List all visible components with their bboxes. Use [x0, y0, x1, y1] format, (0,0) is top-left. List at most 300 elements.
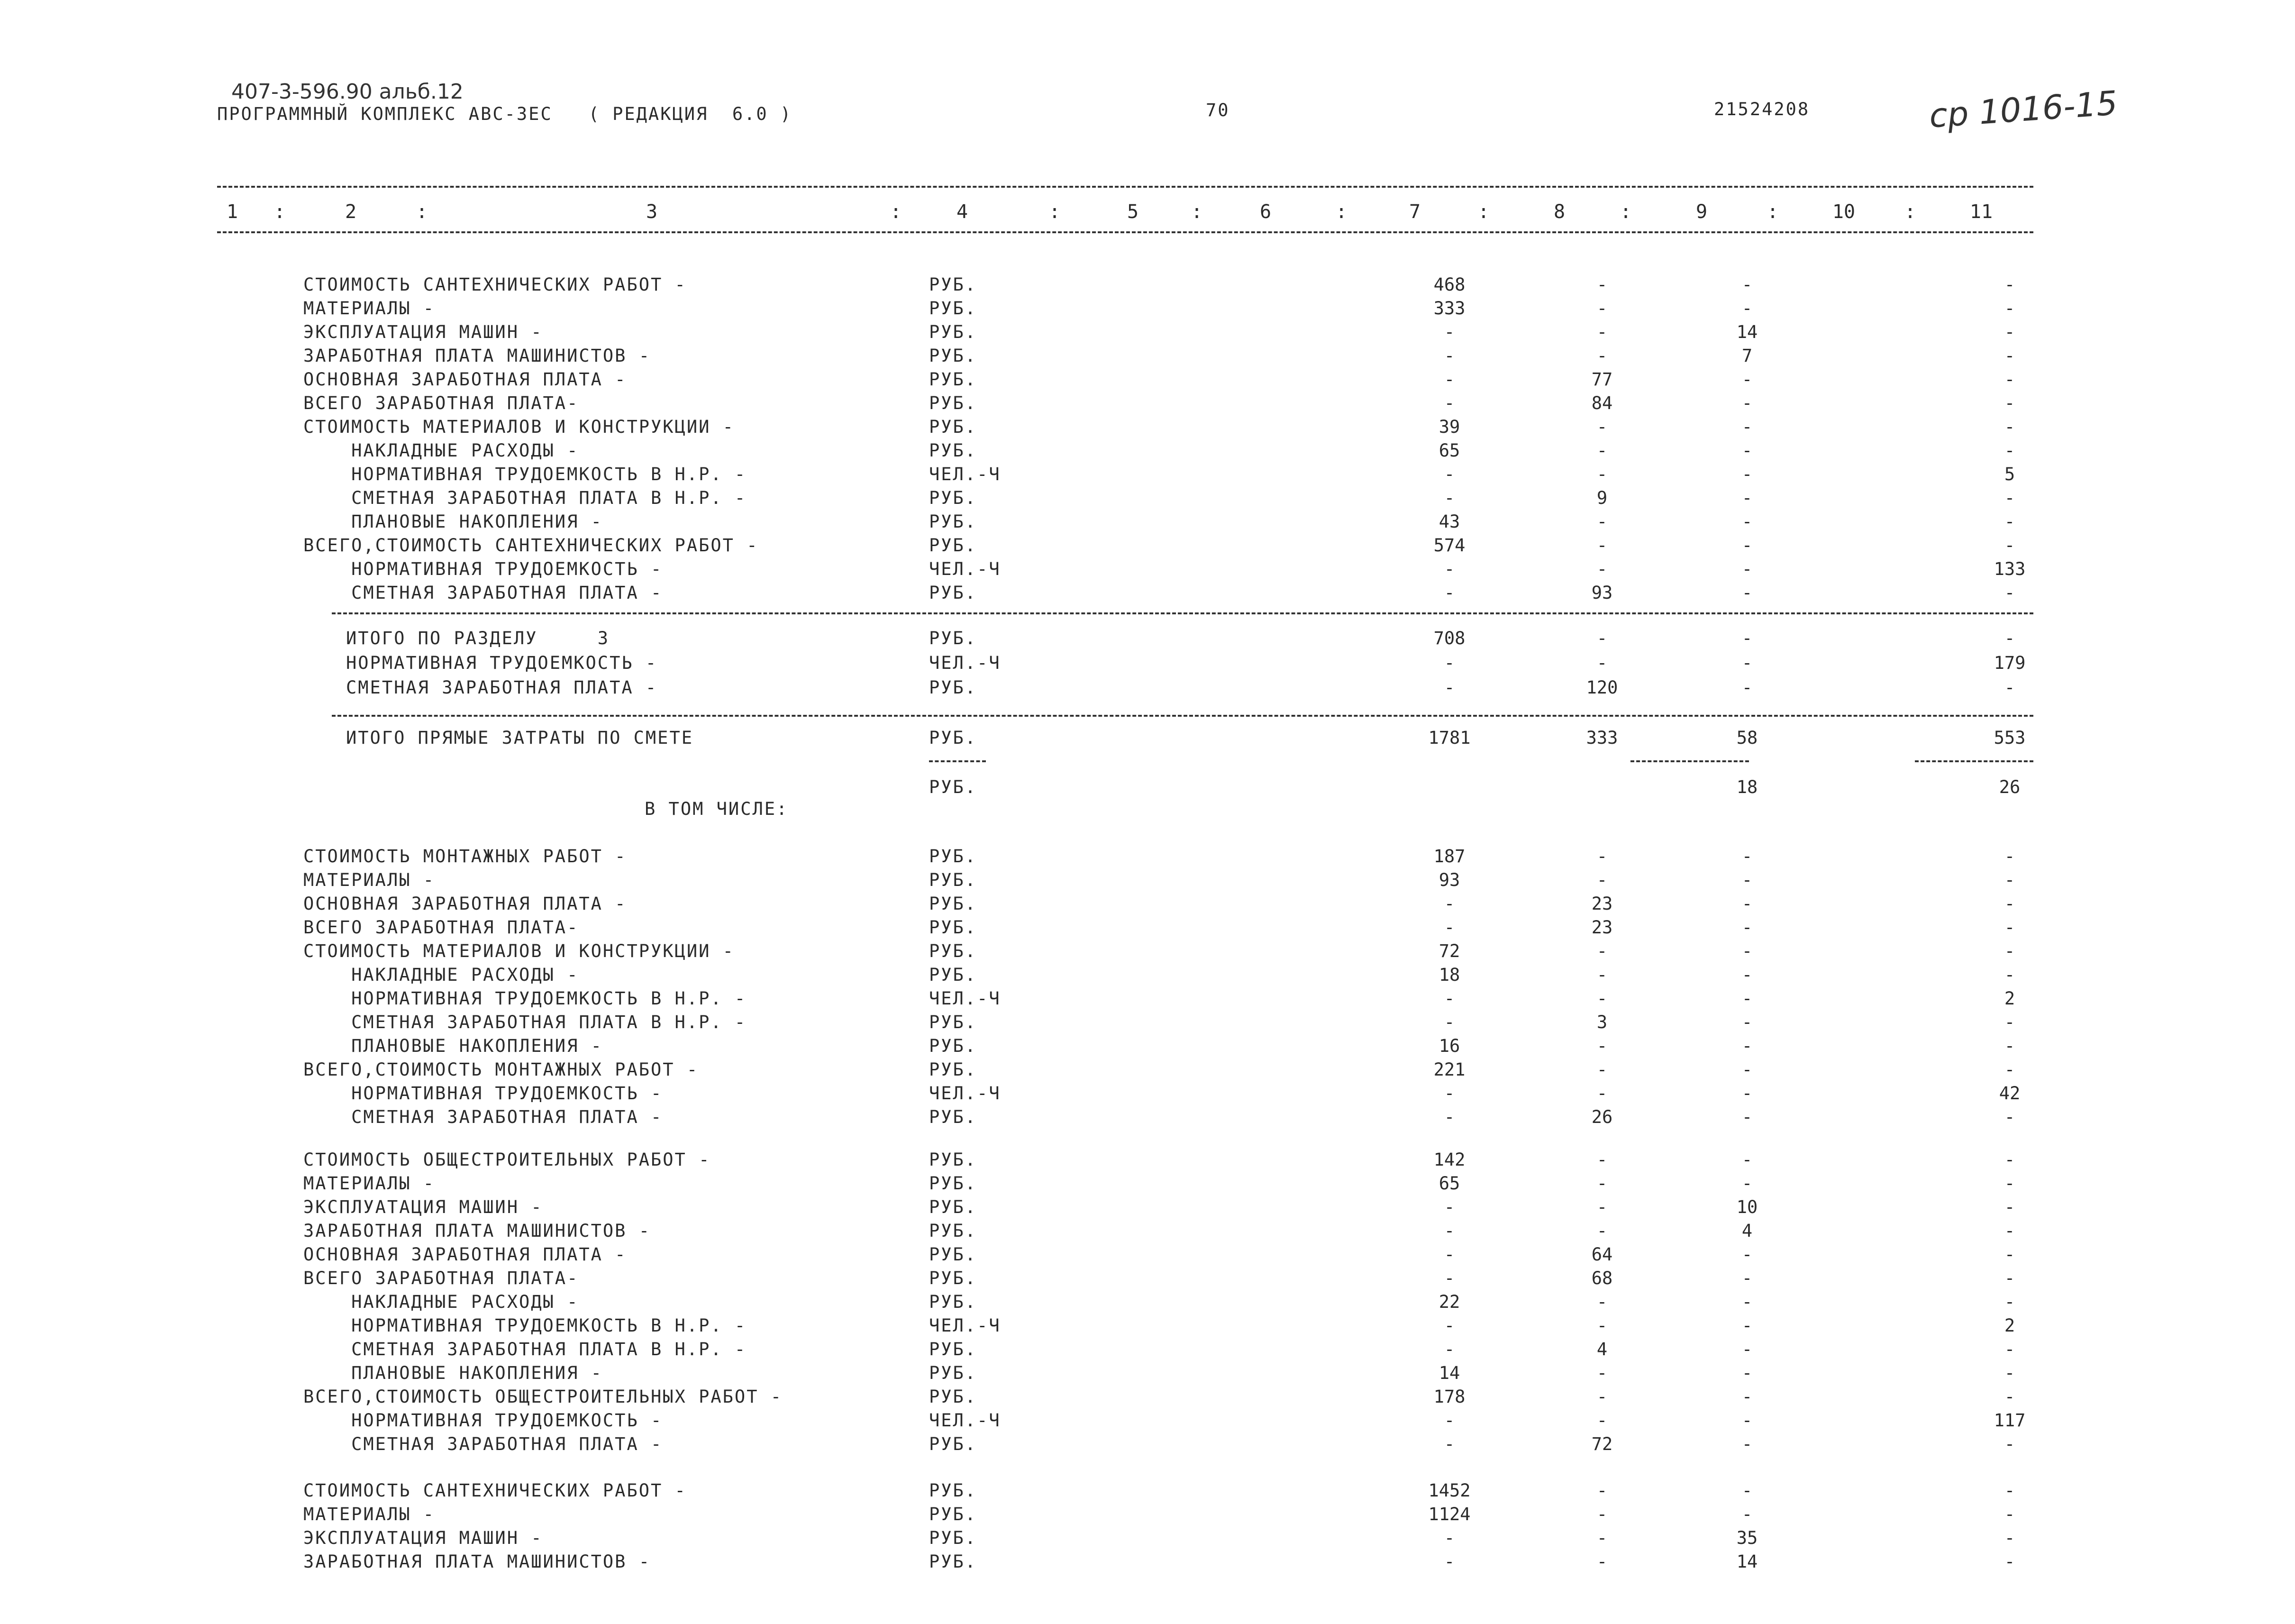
value-col7: -: [1444, 1197, 1455, 1217]
value-col8: -: [1596, 274, 1608, 295]
column-separator: :: [1767, 201, 1779, 223]
value-col9: 14: [1736, 322, 1758, 342]
row-unit: РУБ.: [929, 488, 977, 508]
value-col7: -: [1444, 346, 1455, 366]
value-col9: -: [1741, 1292, 1753, 1312]
header-rule-top: [217, 186, 2033, 188]
column-separator: :: [1477, 201, 1490, 223]
value-col8: -: [1596, 346, 1608, 366]
row-unit: РУБ.: [929, 346, 977, 366]
value-col8: 68: [1591, 1268, 1613, 1288]
value-col11: -: [2004, 1244, 2015, 1265]
value-col7: -: [1444, 1107, 1455, 1127]
value-col9: -: [1741, 941, 1753, 961]
value-col9: -: [1741, 393, 1753, 413]
value-col11: -: [2004, 628, 2015, 648]
value-col8: -: [1596, 1528, 1608, 1548]
value-col7: -: [1444, 1315, 1455, 1336]
row-unit: РУБ.: [929, 1292, 977, 1312]
value-col11: -: [2004, 1504, 2015, 1524]
value-col9: -: [1741, 1315, 1753, 1336]
value-col7: -: [1444, 653, 1455, 673]
row-label: НАКЛАДНЫЕ РАСХОДЫ -: [303, 440, 579, 461]
row-label: ВСЕГО,СТОИМОСТЬ ОБЩЕСТРОИТЕЛЬНЫХ РАБОТ -: [303, 1387, 783, 1407]
row-unit: РУБ.: [929, 1107, 977, 1127]
row-label: ПЛАНОВЫЕ НАКОПЛЕНИЯ -: [303, 511, 603, 532]
column-number: 3: [646, 201, 658, 223]
value-col8: -: [1596, 322, 1608, 342]
value-col7: -: [1444, 1012, 1455, 1032]
value-col11: -: [2004, 322, 2015, 342]
row-label: СТОИМОСТЬ САНТЕХНИЧЕСКИХ РАБОТ -: [303, 274, 687, 295]
row-label: НОРМАТИВНАЯ ТРУДОЕМКОСТЬ В Н.Р. -: [303, 464, 747, 484]
row-label: СМЕТНАЯ ЗАРАБОТНАЯ ПЛАТА -: [303, 1434, 663, 1454]
value-col9: -: [1741, 464, 1753, 484]
row-unit: ЧЕЛ.-Ч: [929, 464, 1001, 484]
value-col9: 18: [1736, 777, 1758, 797]
value-col8: -: [1596, 870, 1608, 890]
header-rule-bottom: [217, 231, 2033, 233]
value-col9: -: [1741, 1504, 1753, 1524]
value-col8: -: [1596, 1083, 1608, 1104]
value-col7: -: [1444, 1551, 1455, 1572]
value-col7: 65: [1439, 440, 1460, 461]
value-col11: -: [2004, 298, 2015, 319]
handwritten-mark: ср 1016-15: [1928, 83, 2119, 136]
row-unit: РУБ.: [929, 1197, 977, 1217]
value-col11: -: [2004, 417, 2015, 437]
row-unit: ЧЕЛ.-Ч: [929, 1315, 1001, 1336]
row-unit: ЧЕЛ.-Ч: [929, 1410, 1001, 1431]
value-col9: -: [1741, 917, 1753, 938]
value-col11: -: [2004, 274, 2015, 295]
value-col7: 187: [1433, 846, 1466, 867]
row-unit: РУБ.: [929, 393, 977, 413]
value-col11: -: [2004, 846, 2015, 867]
row-unit: РУБ.: [929, 846, 977, 867]
value-col7: -: [1444, 322, 1455, 342]
row-unit: РУБ.: [929, 777, 977, 797]
row-unit: ЧЕЛ.-Ч: [929, 559, 1001, 579]
value-col7: 43: [1439, 511, 1460, 532]
value-col11: -: [2004, 1434, 2015, 1454]
value-col11: -: [2004, 1012, 2015, 1032]
value-col7: -: [1444, 1410, 1455, 1431]
value-col9: -: [1741, 440, 1753, 461]
column-number: 11: [1969, 201, 1993, 223]
column-separator: :: [1048, 201, 1061, 223]
row-label: ЭКСПЛУАТАЦИЯ МАШИН -: [303, 1528, 543, 1548]
row-unit: РУБ.: [929, 1339, 977, 1359]
value-col8: 23: [1591, 917, 1613, 938]
value-col9: -: [1741, 417, 1753, 437]
value-col9: -: [1741, 1387, 1753, 1407]
value-col9: -: [1741, 870, 1753, 890]
value-col7: -: [1444, 1528, 1455, 1548]
value-col9: -: [1741, 1244, 1753, 1265]
row-unit: РУБ.: [929, 1173, 977, 1194]
column-number: 8: [1553, 201, 1566, 223]
row-label: СМЕТНАЯ ЗАРАБОТНАЯ ПЛАТА -: [303, 583, 663, 603]
value-col9: -: [1741, 1012, 1753, 1032]
row-unit: РУБ.: [929, 369, 977, 390]
value-col9: -: [1741, 965, 1753, 985]
value-col7: -: [1444, 1339, 1455, 1359]
value-col7: 1452: [1428, 1480, 1471, 1501]
row-unit: РУБ.: [929, 1480, 977, 1501]
value-col9: -: [1741, 274, 1753, 295]
value-col9: -: [1741, 488, 1753, 508]
value-col9: 58: [1736, 728, 1758, 748]
value-col7: -: [1444, 1083, 1455, 1104]
value-col9: -: [1741, 559, 1753, 579]
value-col11: -: [2004, 369, 2015, 390]
value-col9: 4: [1741, 1221, 1753, 1241]
value-col8: -: [1596, 941, 1608, 961]
row-label: СТОИМОСТЬ МАТЕРИАЛОВ И КОНСТРУКЦИИ -: [303, 417, 735, 437]
value-col7: 93: [1439, 870, 1460, 890]
value-col8: -: [1596, 1387, 1608, 1407]
row-label: ПЛАНОВЫЕ НАКОПЛЕНИЯ -: [303, 1363, 603, 1383]
value-col9: -: [1741, 1268, 1753, 1288]
value-col8: -: [1596, 846, 1608, 867]
row-label: ВСЕГО,СТОИМОСТЬ МОНТАЖНЫХ РАБОТ -: [303, 1059, 699, 1080]
value-col8: -: [1596, 511, 1608, 532]
value-col7: -: [1444, 1244, 1455, 1265]
value-col8: -: [1596, 1173, 1608, 1194]
row-label: НАКЛАДНЫЕ РАСХОДЫ -: [303, 1292, 579, 1312]
row-label: ЗАРАБОТНАЯ ПЛАТА МАШИНИСТОВ -: [303, 1221, 651, 1241]
value-col8: -: [1596, 298, 1608, 319]
row-unit: РУБ.: [929, 1387, 977, 1407]
value-col9: -: [1741, 677, 1753, 698]
value-col9: -: [1741, 1107, 1753, 1127]
value-col11: -: [2004, 1268, 2015, 1288]
value-col9: -: [1741, 1480, 1753, 1501]
row-unit: РУБ.: [929, 628, 977, 648]
value-col8: 3: [1596, 1012, 1608, 1032]
value-col7: 16: [1439, 1036, 1460, 1056]
value-col11: -: [2004, 1221, 2015, 1241]
value-col11: -: [2004, 1363, 2015, 1383]
column-separator: :: [1335, 201, 1348, 223]
value-col8: 26: [1591, 1107, 1613, 1127]
row-unit: РУБ.: [929, 941, 977, 961]
value-col7: -: [1444, 1268, 1455, 1288]
row-label: НОРМАТИВНАЯ ТРУДОЕМКОСТЬ В Н.Р. -: [303, 988, 747, 1009]
row-label: ОСНОВНАЯ ЗАРАБОТНАЯ ПЛАТА -: [303, 1244, 627, 1265]
row-unit: РУБ.: [929, 728, 977, 748]
value-col8: -: [1596, 965, 1608, 985]
column-number: 2: [345, 201, 357, 223]
value-col7: -: [1444, 488, 1455, 508]
total-rule: [332, 715, 2033, 717]
value-col8: -: [1596, 559, 1608, 579]
direct-total-label: ИТОГО ПРЯМЫЕ ЗАТРАТЫ ПО СМЕТЕ: [346, 728, 694, 748]
value-col9: -: [1741, 511, 1753, 532]
row-label: ИТОГО ПО РАЗДЕЛУ 3: [346, 628, 610, 648]
subtotal-rule-unit: [929, 760, 986, 762]
value-col7: -: [1444, 1434, 1455, 1454]
row-label: СТОИМОСТЬ ОБЩЕСТРОИТЕЛЬНЫХ РАБОТ -: [303, 1150, 711, 1170]
row-unit: РУБ.: [929, 1244, 977, 1265]
value-col8: -: [1596, 535, 1608, 556]
row-label: ЗАРАБОТНАЯ ПЛАТА МАШИНИСТОВ -: [303, 346, 651, 366]
value-col7: 221: [1433, 1059, 1466, 1080]
value-col9: -: [1741, 653, 1753, 673]
value-col8: -: [1596, 1292, 1608, 1312]
row-unit: РУБ.: [929, 1150, 977, 1170]
value-col8: 64: [1591, 1244, 1613, 1265]
value-col11: -: [2004, 894, 2015, 914]
row-label: ВСЕГО ЗАРАБОТНАЯ ПЛАТА-: [303, 393, 579, 413]
row-label: ЗАРАБОТНАЯ ПЛАТА МАШИНИСТОВ -: [303, 1551, 651, 1572]
value-col7: 65: [1439, 1173, 1460, 1194]
value-col7: -: [1444, 393, 1455, 413]
row-label: ПЛАНОВЫЕ НАКОПЛЕНИЯ -: [303, 1036, 603, 1056]
row-unit: РУБ.: [929, 322, 977, 342]
value-col11: -: [2004, 346, 2015, 366]
value-col7: 39: [1439, 417, 1460, 437]
value-col9: 35: [1736, 1528, 1758, 1548]
row-label: ОСНОВНАЯ ЗАРАБОТНАЯ ПЛАТА -: [303, 369, 627, 390]
value-col8: -: [1596, 1551, 1608, 1572]
value-col11: 133: [1994, 559, 2026, 579]
column-separator: :: [1191, 201, 1203, 223]
row-unit: ЧЕЛ.-Ч: [929, 988, 1001, 1009]
column-number: 5: [1127, 201, 1139, 223]
value-col7: -: [1444, 583, 1455, 603]
value-col8: 77: [1591, 369, 1613, 390]
value-col7: 142: [1433, 1150, 1466, 1170]
row-label: НОРМАТИВНАЯ ТРУДОЕМКОСТЬ -: [346, 653, 658, 673]
value-col11: 117: [1994, 1410, 2026, 1431]
value-col9: -: [1741, 1036, 1753, 1056]
program-line: ПРОГРАММНЫЙ КОМПЛЕКС АВС-ЗЕС ( РЕДАКЦИЯ 6.0 ): [217, 104, 792, 124]
value-col11: 42: [1999, 1083, 2021, 1104]
section-rule: [332, 612, 2033, 614]
value-col9: -: [1741, 1083, 1753, 1104]
value-col11: -: [2004, 440, 2015, 461]
value-col11: 26: [1999, 777, 2021, 797]
row-unit: РУБ.: [929, 677, 977, 698]
column-number: 9: [1695, 201, 1708, 223]
row-unit: РУБ.: [929, 298, 977, 319]
value-col11: -: [2004, 1059, 2015, 1080]
value-col9: -: [1741, 846, 1753, 867]
value-col9: -: [1741, 1410, 1753, 1431]
row-unit: РУБ.: [929, 440, 977, 461]
row-label: СМЕТНАЯ ЗАРАБОТНАЯ ПЛАТА -: [303, 1107, 663, 1127]
including-heading: В ТОМ ЧИСЛЕ:: [645, 799, 789, 819]
column-number: 1: [226, 201, 238, 223]
value-col11: -: [2004, 1173, 2015, 1194]
document-number: 21524208: [1714, 99, 1810, 119]
column-separator: :: [416, 201, 428, 223]
row-label: СМЕТНАЯ ЗАРАБОТНАЯ ПЛАТА -: [346, 677, 658, 698]
value-col7: -: [1444, 917, 1455, 938]
value-col7: -: [1444, 559, 1455, 579]
row-unit: ЧЕЛ.-Ч: [929, 1083, 1001, 1104]
value-col7: -: [1444, 894, 1455, 914]
column-number: 7: [1409, 201, 1421, 223]
value-col8: -: [1596, 1504, 1608, 1524]
column-number: 6: [1259, 201, 1272, 223]
value-col8: -: [1596, 1036, 1608, 1056]
value-col11: -: [2004, 965, 2015, 985]
value-col8: 93: [1591, 583, 1613, 603]
value-col11: -: [2004, 917, 2015, 938]
value-col9: -: [1741, 988, 1753, 1009]
subtotal-rule-col11: [1915, 760, 2033, 762]
value-col11: -: [2004, 1480, 2015, 1501]
row-label: НОРМАТИВНАЯ ТРУДОЕМКОСТЬ -: [303, 1410, 663, 1431]
value-col11: -: [2004, 583, 2015, 603]
row-label: СТОИМОСТЬ САНТЕХНИЧЕСКИХ РАБОТ -: [303, 1480, 687, 1501]
value-col7: -: [1444, 1221, 1455, 1241]
value-col11: -: [2004, 1107, 2015, 1127]
value-col11: -: [2004, 870, 2015, 890]
value-col8: -: [1596, 1363, 1608, 1383]
row-label: ВСЕГО ЗАРАБОТНАЯ ПЛАТА-: [303, 917, 579, 938]
value-col11: -: [2004, 1387, 2015, 1407]
row-unit: РУБ.: [929, 1363, 977, 1383]
value-col8: 9: [1596, 488, 1608, 508]
value-col11: -: [2004, 488, 2015, 508]
value-col7: 708: [1433, 628, 1466, 648]
value-col9: 10: [1736, 1197, 1758, 1217]
value-col7: 1124: [1428, 1504, 1471, 1524]
row-label: ОСНОВНАЯ ЗАРАБОТНАЯ ПЛАТА -: [303, 894, 627, 914]
value-col8: -: [1596, 1480, 1608, 1501]
row-unit: РУБ.: [929, 917, 977, 938]
value-col9: 14: [1736, 1551, 1758, 1572]
row-label: НОРМАТИВНАЯ ТРУДОЕМКОСТЬ В Н.Р. -: [303, 1315, 747, 1336]
value-col7: -: [1444, 988, 1455, 1009]
value-col11: -: [2004, 535, 2015, 556]
value-col7: 18: [1439, 965, 1460, 985]
value-col9: -: [1741, 894, 1753, 914]
value-col11: 2: [2004, 1315, 2015, 1336]
value-col8: 84: [1591, 393, 1613, 413]
value-col11: 2: [2004, 988, 2015, 1009]
row-unit: РУБ.: [929, 1528, 977, 1548]
value-col8: 72: [1591, 1434, 1613, 1454]
row-label: СМЕТНАЯ ЗАРАБОТНАЯ ПЛАТА В Н.Р. -: [303, 488, 747, 508]
row-unit: РУБ.: [929, 1221, 977, 1241]
row-label: ВСЕГО,СТОИМОСТЬ САНТЕХНИЧЕСКИХ РАБОТ -: [303, 535, 759, 556]
value-col8: 120: [1586, 677, 1618, 698]
row-label: ЭКСПЛУАТАЦИЯ МАШИН -: [303, 1197, 543, 1217]
value-col11: -: [2004, 1551, 2015, 1572]
row-label: МАТЕРИАЛЫ -: [303, 870, 436, 890]
value-col11: -: [2004, 1036, 2015, 1056]
value-col9: -: [1741, 1059, 1753, 1080]
column-number: 4: [956, 201, 968, 223]
value-col11: -: [2004, 1150, 2015, 1170]
row-unit: РУБ.: [929, 511, 977, 532]
value-col7: -: [1444, 677, 1455, 698]
value-col7: 22: [1439, 1292, 1460, 1312]
row-label: ВСЕГО ЗАРАБОТНАЯ ПЛАТА-: [303, 1268, 579, 1288]
value-col7: 574: [1433, 535, 1466, 556]
value-col9: -: [1741, 1434, 1753, 1454]
value-col11: -: [2004, 1197, 2015, 1217]
row-label: МАТЕРИАЛЫ -: [303, 1173, 436, 1194]
row-unit: РУБ.: [929, 870, 977, 890]
value-col11: 5: [2004, 464, 2015, 484]
row-label: СТОИМОСТЬ МАТЕРИАЛОВ И КОНСТРУКЦИИ -: [303, 941, 735, 961]
row-unit: РУБ.: [929, 535, 977, 556]
row-unit: РУБ.: [929, 417, 977, 437]
value-col8: 4: [1596, 1339, 1608, 1359]
row-label: НОРМАТИВНАЯ ТРУДОЕМКОСТЬ -: [303, 559, 663, 579]
row-unit: ЧЕЛ.-Ч: [929, 653, 1001, 673]
row-unit: РУБ.: [929, 1059, 977, 1080]
row-label: СМЕТНАЯ ЗАРАБОТНАЯ ПЛАТА В Н.Р. -: [303, 1339, 747, 1359]
row-unit: РУБ.: [929, 1268, 977, 1288]
value-col11: -: [2004, 1339, 2015, 1359]
value-col7: -: [1444, 464, 1455, 484]
row-unit: РУБ.: [929, 1012, 977, 1032]
value-col7: -: [1444, 369, 1455, 390]
value-col7: 468: [1433, 274, 1466, 295]
value-col7: 333: [1433, 298, 1466, 319]
value-col8: -: [1596, 988, 1608, 1009]
row-label: ЭКСПЛУАТАЦИЯ МАШИН -: [303, 322, 543, 342]
value-col9: -: [1741, 583, 1753, 603]
value-col9: -: [1741, 628, 1753, 648]
value-col11: 553: [1994, 728, 2026, 748]
row-unit: РУБ.: [929, 894, 977, 914]
value-col11: -: [2004, 1292, 2015, 1312]
value-col11: -: [2004, 1528, 2015, 1548]
value-col11: 179: [1994, 653, 2026, 673]
column-separator: :: [1620, 201, 1632, 223]
row-label: МАТЕРИАЛЫ -: [303, 298, 436, 319]
row-unit: РУБ.: [929, 274, 977, 295]
value-col8: -: [1596, 1150, 1608, 1170]
value-col9: -: [1741, 535, 1753, 556]
row-unit: РУБ.: [929, 965, 977, 985]
value-col7: 14: [1439, 1363, 1460, 1383]
value-col8: -: [1596, 1221, 1608, 1241]
value-col7: 178: [1433, 1387, 1466, 1407]
row-label: СМЕТНАЯ ЗАРАБОТНАЯ ПЛАТА В Н.Р. -: [303, 1012, 747, 1032]
value-col8: -: [1596, 653, 1608, 673]
value-col7: 1781: [1428, 728, 1471, 748]
value-col8: -: [1596, 1059, 1608, 1080]
row-label: НОРМАТИВНАЯ ТРУДОЕМКОСТЬ -: [303, 1083, 663, 1104]
value-col9: -: [1741, 298, 1753, 319]
subtotal-rule-col9: [1630, 760, 1749, 762]
value-col8: -: [1596, 464, 1608, 484]
column-separator: :: [890, 201, 902, 223]
row-label: НАКЛАДНЫЕ РАСХОДЫ -: [303, 965, 579, 985]
row-label: МАТЕРИАЛЫ -: [303, 1504, 436, 1524]
value-col8: -: [1596, 440, 1608, 461]
column-separator: :: [273, 201, 286, 223]
row-unit: РУБ.: [929, 1504, 977, 1524]
value-col11: -: [2004, 393, 2015, 413]
value-col11: -: [2004, 511, 2015, 532]
value-col8: 333: [1586, 728, 1618, 748]
column-number: 10: [1832, 201, 1856, 223]
value-col8: -: [1596, 628, 1608, 648]
value-col8: -: [1596, 1315, 1608, 1336]
value-col11: -: [2004, 941, 2015, 961]
value-col9: 7: [1741, 346, 1753, 366]
